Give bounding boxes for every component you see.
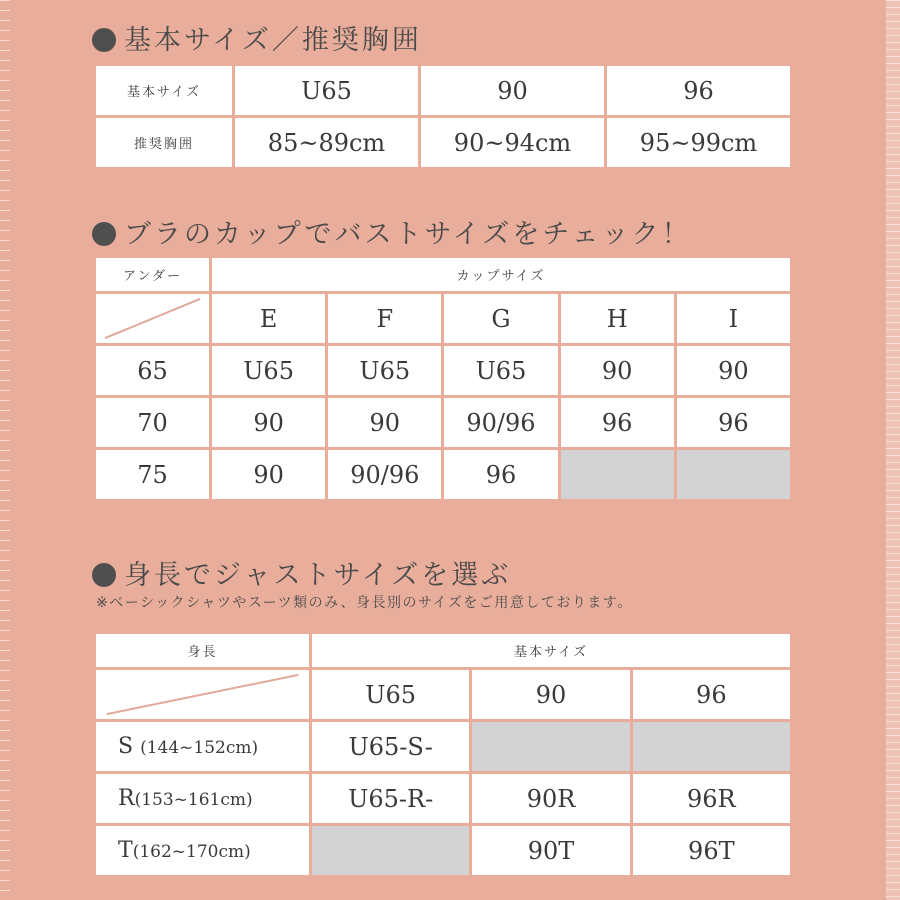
size-cell: 90: [421, 66, 604, 115]
size-cell: 90: [677, 346, 790, 395]
height-row-label: R(153~161cm): [96, 774, 309, 823]
table-row: [96, 346, 790, 395]
cup-size-table: [93, 255, 793, 502]
table-row: [96, 398, 790, 447]
height-size-table: [93, 631, 793, 878]
empty-cell: [312, 826, 469, 875]
basic-size-label: 基本サイズ: [312, 634, 790, 667]
size-cell: 96: [607, 66, 790, 115]
cup-header: E: [212, 294, 325, 343]
table-row: [96, 450, 790, 499]
size-cell: U65-S-: [312, 722, 469, 771]
height-row-label: S (144~152cm): [96, 722, 309, 771]
row-label-basic-size: 基本サイズ: [96, 66, 232, 115]
size-cell: 90/96: [444, 398, 557, 447]
height-row-label: T(162~170cm): [96, 826, 309, 875]
size-cell: 90/96: [328, 450, 441, 499]
ruler-right-decoration: [886, 0, 900, 900]
section3-heading: 身長でジャストサイズを選ぶ: [92, 553, 511, 592]
diagonal-line-icon: [96, 670, 309, 719]
cup-header: F: [328, 294, 441, 343]
table-row: [96, 258, 790, 291]
cup-header: I: [677, 294, 790, 343]
size-cell: U65: [235, 66, 418, 115]
empty-cell: [472, 722, 629, 771]
cup-size-label: カップサイズ: [212, 258, 790, 291]
section3-note: ※ベーシックシャツやスーツ類のみ、身長別のサイズをご用意しております。: [96, 595, 633, 611]
section2-heading: ブラのカップでバストサイズをチェック！: [92, 212, 692, 251]
bullet-dot-icon: [92, 222, 116, 246]
size-cell: 90: [561, 346, 674, 395]
size-cell: 90: [328, 398, 441, 447]
bust-cell: 85~89cm: [235, 118, 418, 167]
bust-cell: 90~94cm: [421, 118, 604, 167]
height-label: 身長: [96, 634, 309, 667]
ruler-left-decoration: [0, 0, 10, 900]
section1-heading: 基本サイズ／推奨胸囲: [92, 18, 422, 57]
size-cell: 90: [212, 450, 325, 499]
size-cell: U65: [212, 346, 325, 395]
size-cell: 90R: [472, 774, 629, 823]
size-cell: 96T: [633, 826, 790, 875]
table-row: [96, 826, 790, 875]
diagonal-corner-cell: [96, 670, 309, 719]
size-cell: U65-R-: [312, 774, 469, 823]
under-value: 75: [96, 450, 209, 499]
row-label-bust: 推奨胸囲: [96, 118, 232, 167]
bust-cell: 95~99cm: [607, 118, 790, 167]
size-cell: 96: [444, 450, 557, 499]
empty-cell: [633, 722, 790, 771]
size-cell: 90T: [472, 826, 629, 875]
size-header: 90: [472, 670, 629, 719]
size-cell: 90: [212, 398, 325, 447]
under-label: アンダー: [96, 258, 209, 291]
table-row: [96, 670, 790, 719]
size-cell: 96: [677, 398, 790, 447]
basic-size-table: [93, 63, 793, 170]
cup-header: H: [561, 294, 674, 343]
table-row: [96, 634, 790, 667]
cup-header: G: [444, 294, 557, 343]
table-row: [96, 294, 790, 343]
empty-cell: [561, 450, 674, 499]
table-row: [96, 774, 790, 823]
size-cell: 96: [561, 398, 674, 447]
size-cell: U65: [328, 346, 441, 395]
empty-cell: [677, 450, 790, 499]
bullet-dot-icon: [92, 28, 116, 52]
bullet-dot-icon: [92, 563, 116, 587]
table-row: [96, 66, 790, 115]
table-row: [96, 118, 790, 167]
diagonal-corner-cell: [96, 294, 209, 343]
table-row: [96, 722, 790, 771]
under-value: 70: [96, 398, 209, 447]
size-cell: U65: [444, 346, 557, 395]
diagonal-line-icon: [96, 294, 209, 343]
size-header: 96: [633, 670, 790, 719]
size-cell: 96R: [633, 774, 790, 823]
under-value: 65: [96, 346, 209, 395]
size-header: U65: [312, 670, 469, 719]
